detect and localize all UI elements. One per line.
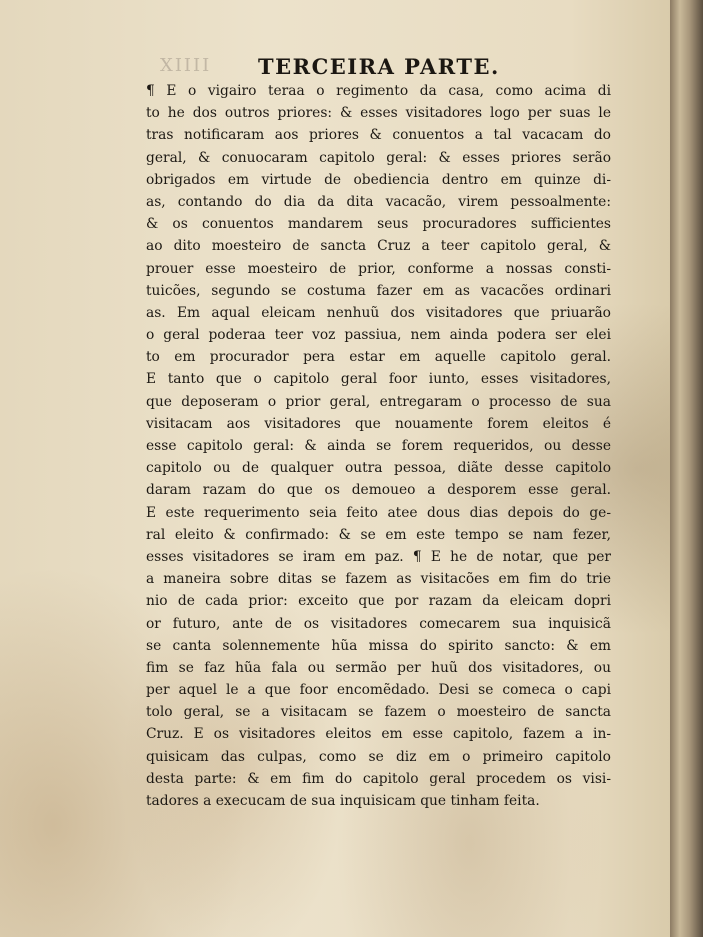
text-line: as. Em aqual eleicam nenhuũ dos visitadores que priuarão — [146, 304, 611, 321]
text-line: daram razam do que os demoueo a desporem esse geral. — [146, 482, 611, 499]
text-line: desta parte: & em fim do capitolo geral procedem os visi- — [146, 770, 611, 787]
text-line: tolo geral, se a visitacam se fazem o moesteiro de sancta — [146, 704, 611, 721]
text-line: E tanto que o capitolo geral foor iunto, esses visitadores, — [146, 371, 611, 388]
text-line: or futuro, ante de os visitadores comecarem sua inquisicã — [146, 615, 611, 632]
text-line: tuicões, segundo se costuma fazer em as vacacões ordinari — [146, 282, 611, 299]
text-line: nio de cada prior: exceito que por razam da eleicam dopri — [146, 593, 611, 610]
running-head: TERCEIRA PARTE. — [258, 54, 500, 79]
text-line: per aquel le a que foor encomẽdado. Desi se comeca o capi — [146, 682, 611, 699]
text-line: o geral poderaa teer voz passiua, nem ainda podera ser elei — [146, 327, 611, 344]
text-line: fim se faz hũa fala ou sermão per huũ dos visitadores, ou — [146, 659, 611, 676]
text-line: que deposeram o prior geral, entregaram o processo de sua — [146, 393, 611, 410]
text-line: capitolo ou de qualquer outra pessoa, diãte desse capitolo — [146, 460, 611, 477]
text-line: & os conuentos mandarem seus procuradores sufficientes — [146, 216, 611, 233]
body-text — [146, 80, 611, 812]
page-edge — [670, 0, 703, 937]
text-line: esse capitolo geral: & ainda se forem requeridos, ou desse — [146, 438, 611, 454]
text-line: to em procurador pera estar em aquelle capitolo geral. — [146, 349, 611, 366]
text-line: ao dito moesteiro de sancta Cruz a teer capitolo geral, & — [146, 238, 611, 255]
text-line: ral eleito & confirmado: & se em este tempo se nam fezer, — [146, 526, 611, 543]
text-line: geral, & conuocaram capitolo geral: & esses priores serão — [146, 149, 611, 166]
bleed-through-folio: XIIII — [160, 55, 212, 76]
text-line: obrigados em virtude de obediencia dentro em quinze di- — [146, 171, 611, 188]
text-line: to he dos outros priores: & esses visitadores logo per suas le — [146, 105, 611, 122]
text-line: visitacam aos visitadores que nouamente forem eleitos é — [146, 415, 611, 432]
text-line: quisicam das culpas, como se diz em o primeiro capitolo — [146, 748, 611, 765]
text-line: E este requerimento seia feito atee dous dias depois do ge- — [146, 504, 611, 521]
text-line: as, contando do dia da dita vacacão, virem pessoalmente: — [146, 193, 611, 210]
text-line: se canta solennemente hũa missa do spirito sancto: & em — [146, 637, 611, 654]
text-line: tadores a execucam de sua inquisicam que tinham feita. — [146, 793, 540, 809]
text-line: Cruz. E os visitadores eleitos em esse capitolo, fazem a in- — [146, 726, 611, 743]
text-line: prouer esse moesteiro de prior, conforme a nossas consti- — [146, 260, 611, 277]
text-line: esses visitadores se iram em paz. ¶ E he de notar, que per — [146, 548, 611, 565]
text-line: ¶ E o vigairo teraa o regimento da casa, como acima di — [146, 83, 611, 99]
text-line: tras notificaram aos priores & conuentos a tal vacacam do — [146, 127, 611, 144]
text-line: a maneira sobre ditas se fazem as visitacões em fim do trie — [146, 571, 611, 588]
